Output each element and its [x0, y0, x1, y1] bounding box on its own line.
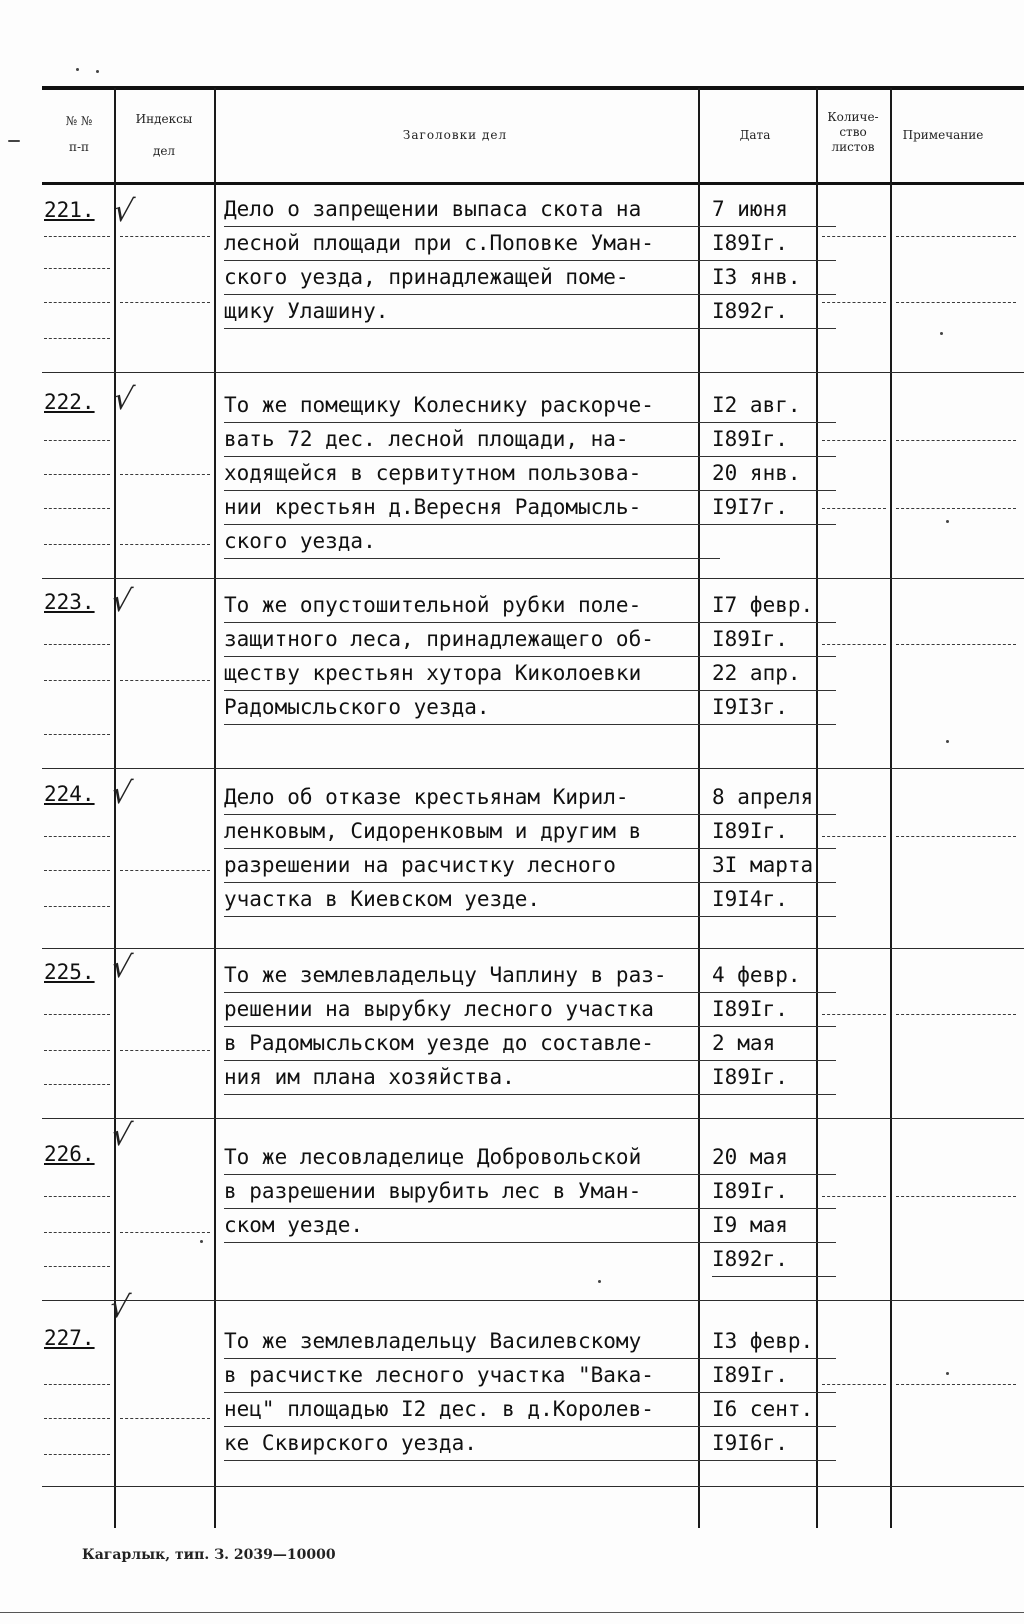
- checkmark-icon: √: [108, 950, 135, 985]
- row-separator: [42, 578, 1024, 579]
- entry-title-line: защитного леса, принадлежащего об-: [224, 622, 720, 657]
- entry-title-line: Дело об отказе крестьянам Кирил-: [224, 780, 720, 815]
- entry-date-line: I892г.: [712, 1242, 836, 1277]
- row-separator: [42, 372, 1024, 373]
- entry-title-line: То же помещику Колеснику раскорче-: [224, 388, 720, 423]
- header-qty-label: [818, 110, 888, 155]
- entry-number: 225.: [44, 960, 95, 984]
- ruled-line: [44, 1196, 110, 1198]
- entry-date-line: I89Iг.: [712, 226, 836, 261]
- ruled-line: [120, 1050, 210, 1052]
- entry-date-line: I9I3г.: [712, 690, 836, 725]
- row-separator: [42, 1486, 1024, 1487]
- ruled-line: [120, 870, 210, 872]
- entry-title-line: То же землевладельцу Чаплину в раз-: [224, 958, 720, 993]
- ruled-line: [44, 1014, 110, 1016]
- entry-title-line: нец" площадью I2 дес. в д.Королев-: [224, 1392, 720, 1427]
- ruled-line: [822, 836, 886, 838]
- entry-title-line: ском уезде.: [224, 1208, 720, 1243]
- checkmark-icon: √: [110, 382, 137, 417]
- entry-title-line: ществу крестьян хутора Киколоевки: [224, 656, 720, 691]
- entry-number: 222.: [44, 390, 95, 414]
- ruled-line: [44, 474, 110, 476]
- scan-speck: [8, 140, 20, 142]
- entry-title-line: лесной площади при с.Поповке Уман-: [224, 226, 720, 261]
- ruled-line: [44, 906, 110, 908]
- ruled-line: [822, 302, 886, 304]
- printer-imprint: Кагарлык, тип. З. 2039—10000: [82, 1547, 336, 1563]
- ruled-line: [896, 1014, 1016, 1016]
- entry-date-line: I89Iг.: [712, 1358, 836, 1393]
- entry-title-line: ке Сквирского уезда.: [224, 1426, 720, 1461]
- ruled-line: [44, 1418, 110, 1420]
- ruled-line: [44, 338, 110, 340]
- ruled-line: [896, 302, 1016, 304]
- checkmark-icon: √: [106, 1290, 133, 1325]
- entry-date-line: 20 янв.: [712, 456, 836, 491]
- entry-title-line: То же землевладельцу Василевскому: [224, 1324, 720, 1359]
- entry-date-line: 3I марта: [712, 848, 836, 883]
- header-title-label: Заголовки дел: [402, 128, 508, 142]
- header-qty-line1: Количе-: [827, 110, 879, 124]
- entry-title-line: То же опустошительной рубки поле-: [224, 588, 720, 623]
- entry-date-line: I89Iг.: [712, 814, 836, 849]
- ruled-line: [822, 1014, 886, 1016]
- header-date-label: Дата: [739, 128, 771, 142]
- entry-title-line: Дело о запрещении выпаса скота на: [224, 192, 720, 227]
- scan-speck: [200, 1240, 203, 1243]
- header-bottom-rule: [42, 182, 1024, 185]
- entry-title-line: щику Улашину.: [224, 294, 720, 329]
- header-top-rule: [42, 86, 1024, 90]
- ruled-line: [120, 1232, 210, 1234]
- row-separator: [42, 1300, 1024, 1301]
- scan-speck: [940, 332, 943, 335]
- ruled-line: [896, 1196, 1016, 1198]
- ruled-line: [896, 440, 1016, 442]
- entry-title-line: Радомысльского уезда.: [224, 690, 720, 725]
- entry-date-line: 7 июня: [712, 192, 836, 227]
- entry-date-line: I89Iг.: [712, 622, 836, 657]
- entry-date-line: I9I4г.: [712, 882, 836, 917]
- ruled-line: [896, 236, 1016, 238]
- scan-speck: [96, 70, 99, 73]
- entry-title-line: участка в Киевском уезде.: [224, 882, 720, 917]
- ruled-line: [822, 1196, 886, 1198]
- ruled-line: [896, 644, 1016, 646]
- entry-title-line: в разрешении вырубить лес в Уман-: [224, 1174, 720, 1209]
- ruled-line: [44, 236, 110, 238]
- ruled-line: [44, 836, 110, 838]
- ruled-line: [822, 236, 886, 238]
- row-separator: [42, 948, 1024, 949]
- scan-speck: [946, 740, 949, 743]
- ruled-line: [120, 544, 210, 546]
- entry-date-line: 4 февр.: [712, 958, 836, 993]
- scan-speck: [76, 68, 79, 71]
- ruled-line: [44, 1266, 110, 1268]
- entry-title-line: ходящейся в сервитутном пользова-: [224, 456, 720, 491]
- ruled-line: [44, 1384, 110, 1386]
- ruled-line: [896, 508, 1016, 510]
- ruled-line: [44, 440, 110, 442]
- ruled-line: [822, 644, 886, 646]
- entry-number: 221.: [44, 198, 95, 222]
- ruled-line: [44, 734, 110, 736]
- entry-date-line: I9I6г.: [712, 1426, 836, 1461]
- entry-title-line: в Радомысльском уезде до составле-: [224, 1026, 720, 1061]
- header-qty-line2: ство: [839, 125, 867, 139]
- ruled-line: [822, 1384, 886, 1386]
- ruled-line: [44, 680, 110, 682]
- row-separator: [42, 768, 1024, 769]
- checkmark-icon: √: [108, 1118, 135, 1153]
- entry-number: 223.: [44, 590, 95, 614]
- ruled-line: [896, 836, 1016, 838]
- entry-date-line: I892г.: [712, 294, 836, 329]
- header-num-line1: № №: [65, 114, 93, 128]
- entry-date-line: 22 апр.: [712, 656, 836, 691]
- ruled-line: [44, 544, 110, 546]
- entry-title-line: решении на вырубку лесного участка: [224, 992, 720, 1027]
- scan-speck: [946, 520, 949, 523]
- header-qty-line3: листов: [831, 140, 875, 154]
- header-num-line2: п-п: [68, 140, 90, 154]
- checkmark-icon: √: [108, 584, 135, 619]
- ruled-line: [44, 870, 110, 872]
- entry-date-line: I89Iг.: [712, 422, 836, 457]
- entry-date-line: 8 апреля: [712, 780, 836, 815]
- entry-date-line: I89Iг.: [712, 1060, 836, 1095]
- header-index-line2: дел: [152, 144, 176, 158]
- entry-date-line: 2 мая: [712, 1026, 836, 1061]
- entry-date-line: I3 февр.: [712, 1324, 836, 1359]
- page-bottom-edge: [0, 1612, 1024, 1613]
- ruled-line: [822, 440, 886, 442]
- ruled-line: [120, 474, 210, 476]
- ruled-line: [44, 1232, 110, 1234]
- entry-date-line: I7 февр.: [712, 588, 836, 623]
- entry-date-line: I6 сент.: [712, 1392, 836, 1427]
- entry-date-line: I3 янв.: [712, 260, 836, 295]
- entry-date-line: I2 авг.: [712, 388, 836, 423]
- entry-date-line: I9I7г.: [712, 490, 836, 525]
- entry-title-line: То же лесовладелице Добровольской: [224, 1140, 720, 1175]
- ruled-line: [44, 302, 110, 304]
- entry-title-line: ского уезда.: [224, 524, 720, 559]
- column-divider-title: [214, 88, 216, 1528]
- ruled-line: [120, 236, 210, 238]
- checkmark-icon: √: [108, 776, 135, 811]
- entry-date-line: I9 мая: [712, 1208, 836, 1243]
- entry-number: 224.: [44, 782, 95, 806]
- entry-title-line: в расчистке лесного участка "Вака-: [224, 1358, 720, 1393]
- scan-speck: [946, 1372, 949, 1375]
- ruled-line: [44, 644, 110, 646]
- entry-date-line: I89Iг.: [712, 1174, 836, 1209]
- entry-title-line: ленковым, Сидоренковым и другим в: [224, 814, 720, 849]
- entry-title-line: разрешении на расчистку лесного: [224, 848, 720, 883]
- ruled-line: [44, 268, 110, 270]
- ruled-line: [120, 680, 210, 682]
- entry-title-line: ского уезда, принадлежащей поме-: [224, 260, 720, 295]
- entry-title-line: нии крестьян д.Вересня Радомысль-: [224, 490, 720, 525]
- header-note-label: Примечание: [902, 128, 984, 142]
- entry-number: 226.: [44, 1142, 95, 1166]
- ruled-line: [120, 302, 210, 304]
- entry-date-line: I89Iг.: [712, 992, 836, 1027]
- header-num-label: [48, 112, 110, 156]
- ruled-line: [44, 508, 110, 510]
- entry-title-line: вать 72 дес. лесной площади, на-: [224, 422, 720, 457]
- column-divider-note: [890, 88, 892, 1528]
- header-index-line1: Индексы: [135, 112, 193, 126]
- checkmark-icon: √: [110, 194, 137, 229]
- entry-number: 227.: [44, 1326, 95, 1350]
- entry-title-line: ния им плана хозяйства.: [224, 1060, 720, 1095]
- entry-date-line: 20 мая: [712, 1140, 836, 1175]
- header-index-label: [118, 110, 210, 160]
- ruled-line: [44, 1454, 110, 1456]
- ruled-line: [822, 508, 886, 510]
- ruled-line: [44, 1050, 110, 1052]
- ruled-line: [44, 1084, 110, 1086]
- row-separator: [42, 1118, 1024, 1119]
- ruled-line: [120, 1418, 210, 1420]
- scan-speck: [598, 1280, 601, 1283]
- ruled-line: [896, 1384, 1016, 1386]
